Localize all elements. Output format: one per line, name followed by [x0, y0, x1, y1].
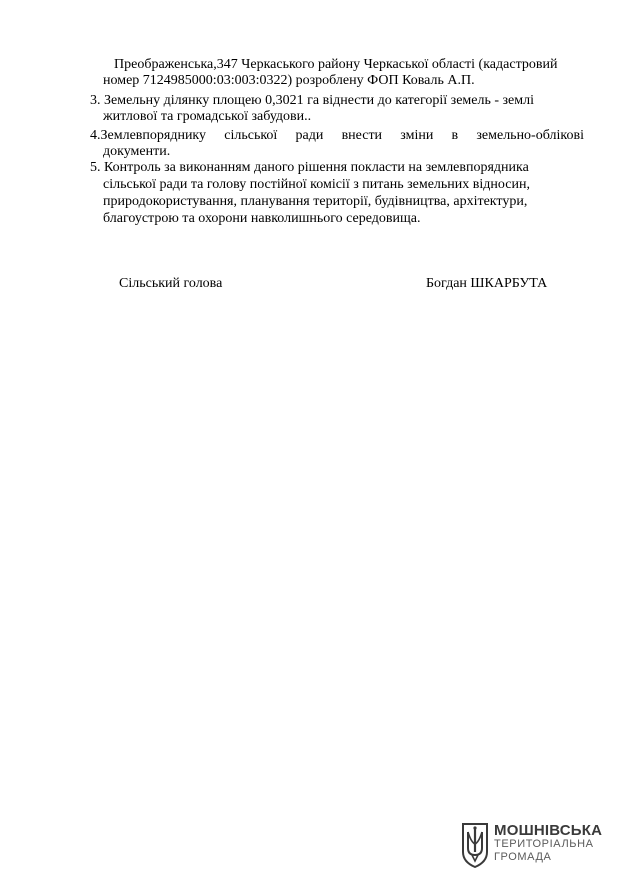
item-3-line-2: житлової та громадської забудови..: [103, 109, 312, 124]
intro-line-1: Преображенська,347 Черкаського району Черкаської області (кадастровий: [114, 57, 558, 72]
item-4-line-1: [90, 127, 584, 144]
item-4-word: зміни: [400, 128, 434, 143]
item-4-word: в: [451, 128, 459, 143]
community-logo: [461, 822, 611, 868]
logo-line-3: ГРОМАДА: [494, 851, 552, 863]
item-4-word: внести: [341, 128, 383, 143]
item-5-line-2: сільської ради та голову постійної комісії з питань земельних відносин,: [103, 177, 530, 192]
item-5-line-1: 5. Контроль за виконанням даного рішення покласти на землевпорядника: [90, 160, 529, 175]
logo-line-2: ТЕРИТОРІАЛЬНА: [494, 838, 594, 850]
item-4-word: сільської: [224, 128, 278, 143]
item-4-word: 4.Землевпоряднику: [90, 128, 207, 143]
signature-position: Сільський голова: [119, 276, 223, 291]
trident-emblem-icon: [461, 822, 489, 868]
item-4-line-2: документи.: [103, 144, 171, 159]
logo-text: [494, 823, 602, 864]
logo-line-1: МОШНІВСЬКА: [494, 822, 603, 839]
item-3-line-1: 3. Земельну ділянку площею 0,3021 га віднести до категорії земель - землі: [90, 93, 534, 108]
item-4-word: ради: [295, 128, 324, 143]
signature-name: Богдан ШКАРБУТА: [426, 276, 548, 291]
item-5-line-4: благоустрою та охорони навколишнього середовища.: [103, 211, 421, 226]
item-5-line-3: природокористування, планування території, будівництва, архітектури,: [103, 194, 528, 209]
intro-line-2: номер 7124985000:03:003:0322) розроблену ФОП Коваль А.П.: [103, 73, 475, 88]
item-4-word: земельно-облікові: [476, 128, 584, 143]
